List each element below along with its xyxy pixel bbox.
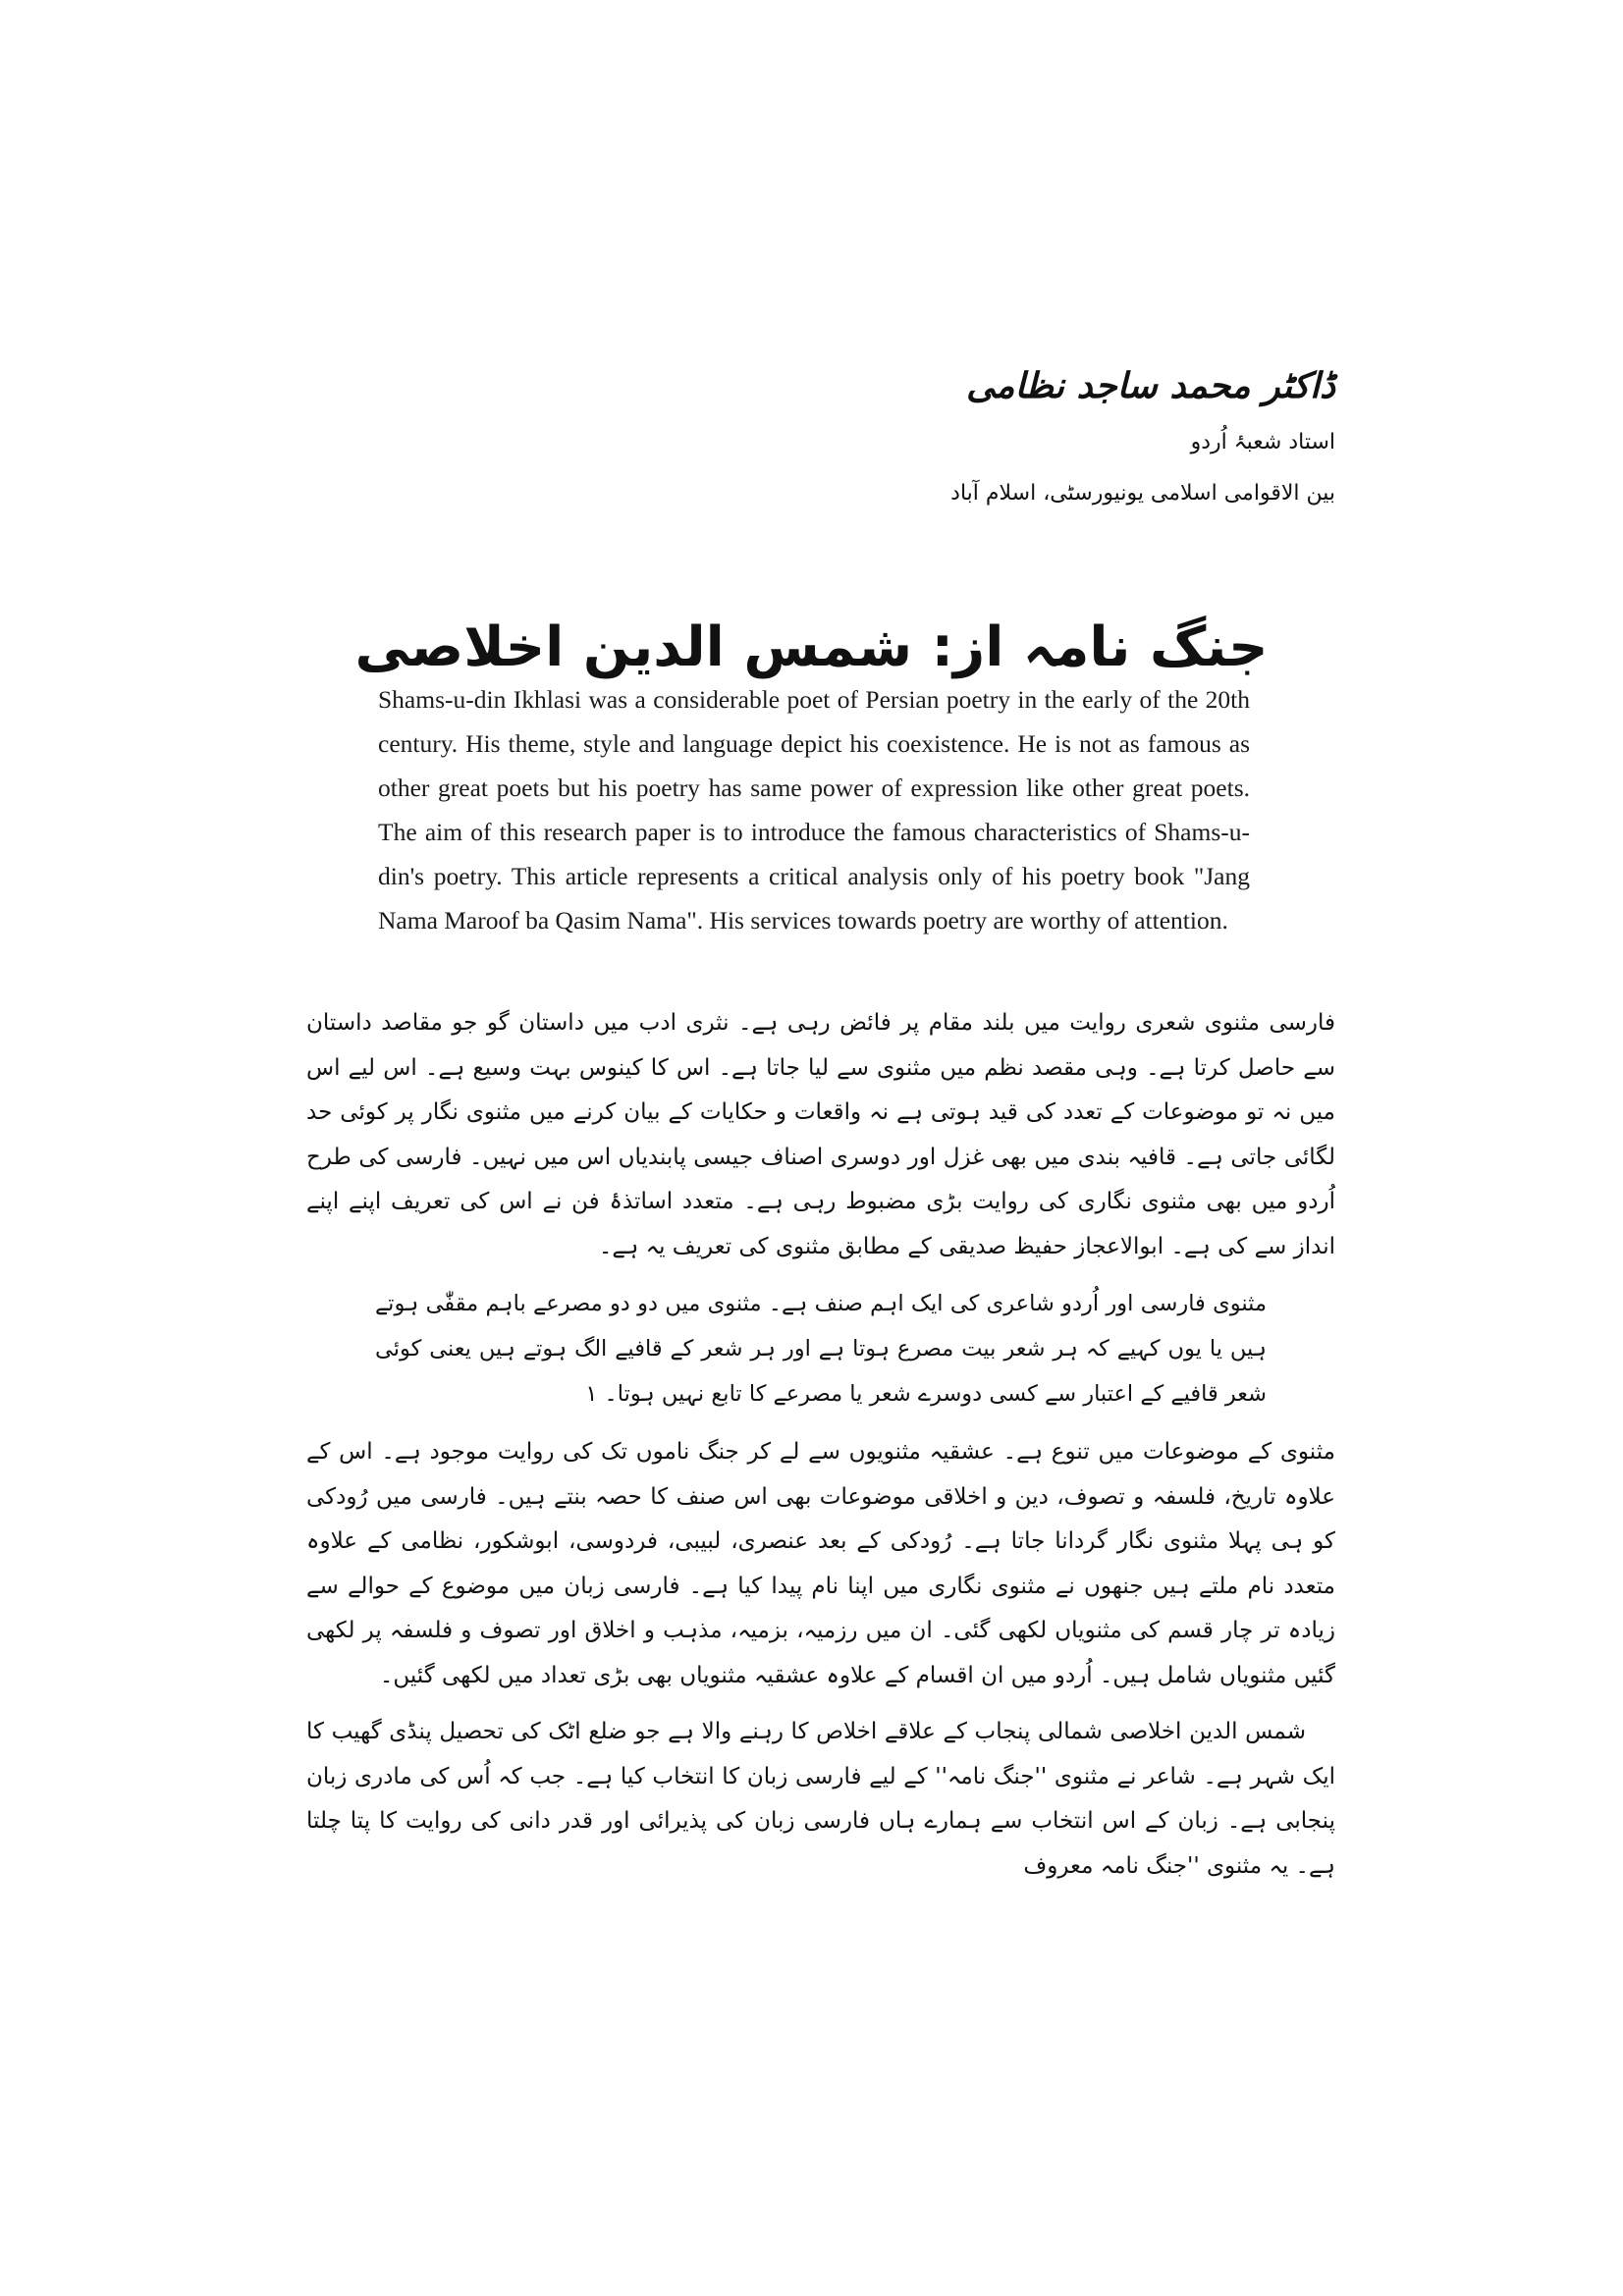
body-text (306, 1001, 1335, 1900)
author-name: ڈاکٹر محمد ساجد نظامی (966, 366, 1335, 406)
paragraph-2: مثنوی کے موضوعات میں تنوع ہے۔ عشقیہ مثنویوں سے لے کر جنگ ناموں تک کی روایت موجود ہے۔ اس کے علاوہ تاریخ، فلسفہ و تصوف، دین و اخلاقی موضوعات بھی اس صنف کا حصہ بنتے ہیں۔ فارسی میں رُودکی کو ہی پہلا مثنوی نگار گردانا جاتا ہے۔ رُودکی کے بعد عنصری، لبیبی، فردوسی، ابوشکور، نظامی کے علاوہ متعدد نام ملتے ہیں جنھوں نے مثنوی نگاری میں اپنا نام پیدا کیا ہے۔ فارسی زبان میں موضوع کے حوالے سے زیادہ تر چار قسم کی مثنویاں لکھی گئی۔ ان میں رزمیہ، بزمیہ، مذہب و اخلاق اور تصوف و فلسفہ پر لکھی گئیں مثنویاں شامل ہیں۔ اُردو میں ان اقسام کے علاوہ عشقیہ مثنویاں بھی بڑی تعداد میں لکھی گئیں۔ (306, 1439, 1335, 1688)
paper-title: جنگ نامہ از: شمس الدین اخلاصی (354, 615, 1269, 679)
author-block (452, 363, 1335, 530)
paragraph-1: فارسی مثنوی شعری روایت میں بلند مقام پر فائض رہی ہے۔ نثری ادب میں داستان گو جو مقاصد داستان سے حاصل کرتا ہے۔ وہی مقصد نظم میں مثنوی سے لیا جاتا ہے۔ اس کا کینوس بہت وسیع ہے۔ اس لیے اس میں نہ تو موضوعات کے تعدد کی قید ہوتی ہے نہ واقعات و حکایات کے بیان کرنے میں مثنوی نگار پر کوئی حد لگائی جاتی ہے۔ قافیہ بندی میں بھی غزل اور دوسری اصناف جیسی پابندیاں اس میں نہیں۔ فارسی کی طرح اُردو میں بھی مثنوی نگاری کی روایت بڑی مضبوط رہی ہے۔ متعدد اساتذۂ فن نے اس کی تعریف اپنے اپنے انداز سے کی ہے۔ ابوالاعجاز حفیظ صدیقی کے مطابق مثنوی کی تعریف یہ ہے۔ (306, 1010, 1335, 1259)
abstract: Shams-u-din Ikhlasi was a considerable poet of Persian poetry in the early of the 20th century. His theme, style and language depict his coexistence. He is not as famous as other great poets but his poetry has same power of expression like other great poets. The aim of this research paper is to introduce the famous characteristics of Shams-u-din's poetry. This article represents a critical analysis only of his poetry book "Jang Nama Maroof ba Qasim Nama". His services towards poetry are worthy of attention. (378, 685, 1250, 934)
paragraph-3: شمس الدین اخلاصی شمالی پنجاب کے علاقے اخلاص کا رہنے والا ہے جو ضلع اٹک کی تحصیل پنڈی گھیب کا ایک شہر ہے۔ شاعر نے مثنوی ''جنگ نامہ'' کے لیے فارسی زبان کا انتخاب کیا ہے۔ جب کہ اُس کی مادری زبان پنجابی ہے۔ زبان کے اس انتخاب سے ہمارے ہاں فارسی زبان کی پذیرائی اور قدر دانی کی روایت کا پتا چلتا ہے۔ یہ مثنوی ''جنگ نامہ معروف (306, 1719, 1335, 1879)
author-affiliation: بین الاقوامی اسلامی یونیورسٹی، اسلام آباد (950, 481, 1335, 506)
author-designation: استاد شعبۂ اُردو (1190, 430, 1335, 454)
block-quote: مثنوی فارسی اور اُردو شاعری کی ایک اہم صنف ہے۔ مثنوی میں دو دو مصرعے باہم مقفّٰی ہوتے ہیں یا یوں کہیے کہ ہر شعر بیت مصرع ہوتا ہے اور ہر شعر کے قافیے الگ ہوتے ہیں یعنی کوئی شعر قافیے کے اعتبار سے کسی دوسرے شعر یا مصرعے کا تابع نہیں ہوتا۔ ۱ (375, 1291, 1267, 1407)
